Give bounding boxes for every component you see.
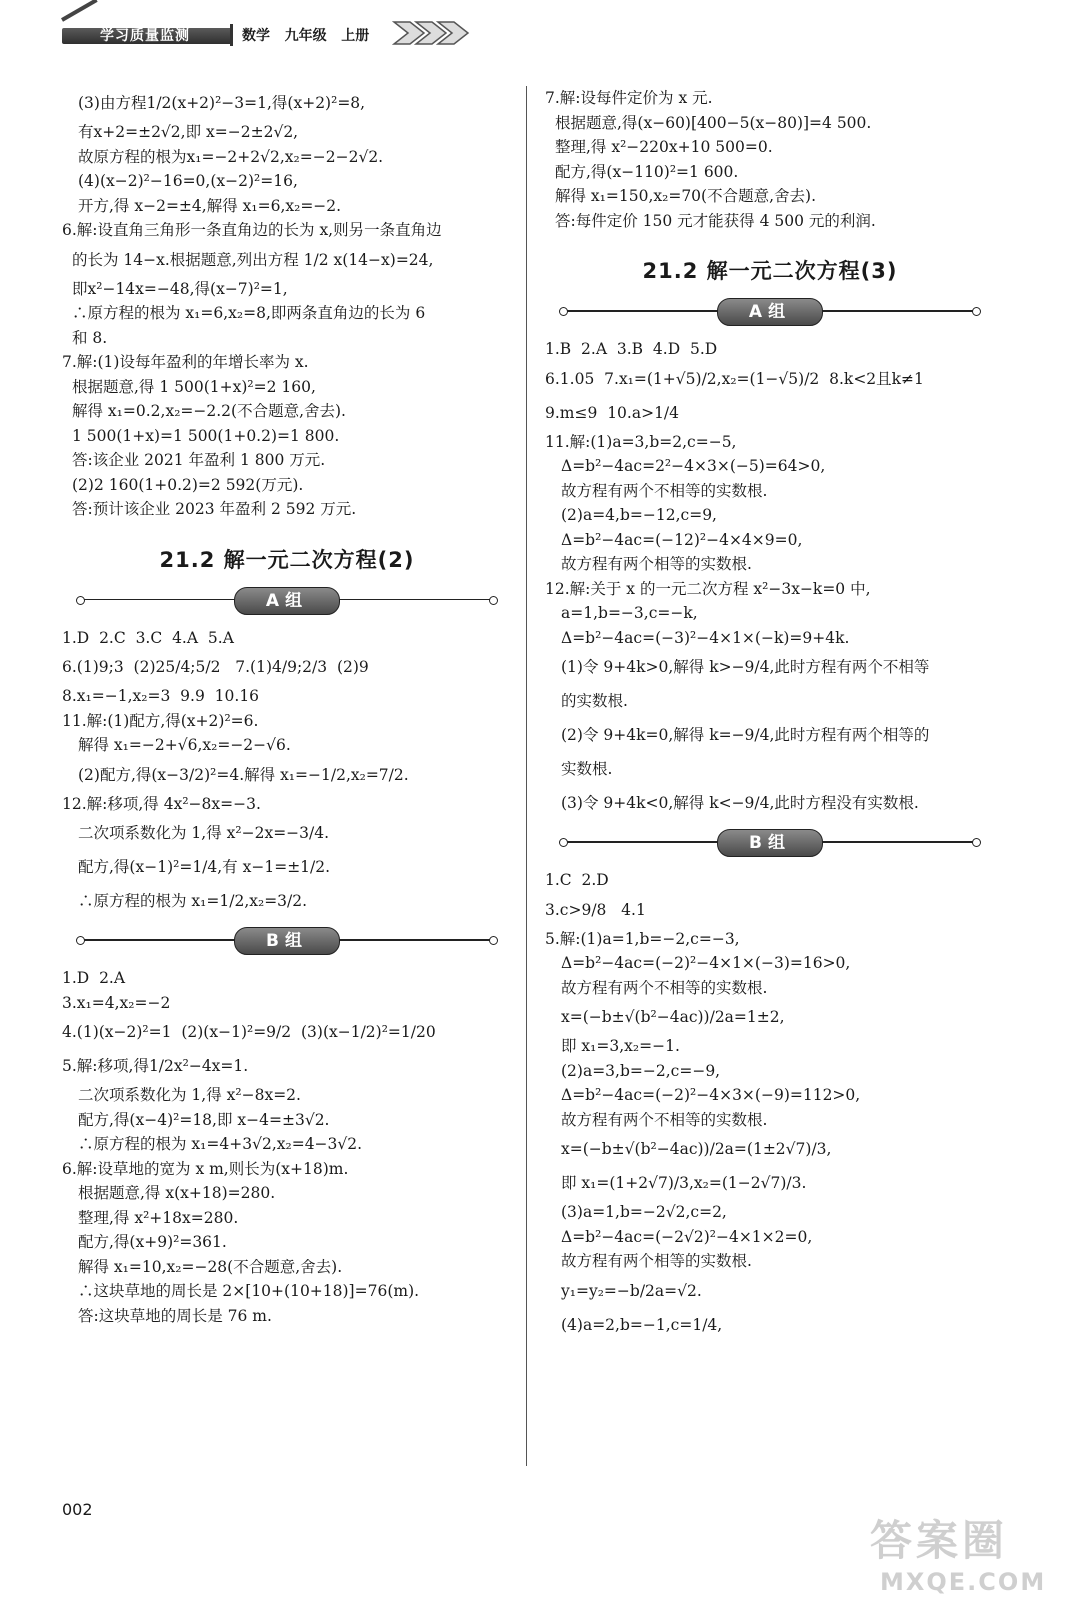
text-line: 的实数根. xyxy=(561,692,628,710)
group-label: A组 xyxy=(717,298,823,326)
divider-dot-icon xyxy=(559,307,568,316)
left-top-block xyxy=(62,86,512,522)
text-line: 和 8. xyxy=(72,328,108,347)
group-label: B组 xyxy=(717,829,823,857)
text-line: 5.解:移项,得1/2x²−4x=1. xyxy=(62,1057,249,1075)
text-line: ∴原方程的根为 x₁=4+3√2,x₂=4−3√2. xyxy=(78,1135,363,1153)
divider-dot-icon xyxy=(972,838,981,847)
text-line: (2)a=4,b=−12,c=9, xyxy=(561,506,717,524)
text-line: Δ=b²−4ac=(−2)²−4×1×(−3)=16>0, xyxy=(561,954,851,972)
text-line: 二次项系数化为 1,得 x²−8x=2. xyxy=(78,1086,301,1104)
group-label: B组 xyxy=(234,927,340,955)
group-b-header xyxy=(545,828,995,856)
text-line: (4)(x−2)²−16=0,(x−2)²=16, xyxy=(78,172,298,190)
left-column xyxy=(62,86,512,1328)
text-line: x=(−b±√(b²−4ac))/2a=(1±2√7)/3, xyxy=(561,1140,832,1158)
page-header xyxy=(62,14,482,48)
text-line: ∴这块草地的周长是 2×[10+(10+18)]=76(m). xyxy=(78,1282,420,1300)
text-line: 解得 x₁=10,x₂=−28(不合题意,舍去). xyxy=(78,1257,343,1276)
text-line: 7.解:(1)设每年盈利的年增长率为 x. xyxy=(62,353,309,371)
series-title: 学习质量监测 xyxy=(100,28,190,44)
text-line: Δ=b²−4ac=(−2)²−4×3×(−9)=112>0, xyxy=(561,1086,861,1104)
text-line: 答:每件定价 150 元才能获得 4 500 元的利润. xyxy=(555,211,876,230)
text-line: 12.解:移项,得 4x²−8x=−3. xyxy=(62,794,261,813)
divider-dot-icon xyxy=(489,596,498,605)
text-line: 解得 x₁=−2+√6,x₂=−2−√6. xyxy=(78,736,291,754)
text-line: 答:预计该企业 2023 年盈利 2 592 万元. xyxy=(72,500,357,518)
text-line: 8.x₁=−1,x₂=3 9.9 10.16 xyxy=(62,687,260,705)
text-line: 配方,得(x+9)²=361. xyxy=(78,1233,227,1251)
text-line: ∴原方程的根为 x₁=1/2,x₂=3/2. xyxy=(78,892,308,910)
text-line: 解得 x₁=150,x₂=70(不合题意,舍去). xyxy=(555,187,816,205)
text-line: 即x²−14x=−48,得(x−7)²=1, xyxy=(72,279,288,298)
text-line: (3)a=1,b=−2√2,c=2, xyxy=(561,1203,727,1221)
text-line: 解得 x₁=0.2,x₂=−2.2(不合题意,舍去). xyxy=(72,402,346,420)
section-3-group-b xyxy=(545,868,995,1342)
text-line: 1.D 2.C 3.C 4.A 5.A xyxy=(62,628,234,647)
divider-dot-icon xyxy=(76,936,85,945)
text-line: 即 x₁=(1+2√7)/3,x₂=(1−2√7)/3. xyxy=(561,1174,807,1192)
text-line: 1.C 2.D xyxy=(545,871,609,889)
text-line: Δ=b²−4ac=2²−4×3×(−5)=64>0, xyxy=(561,457,826,475)
text-line: (4)a=2,b=−1,c=1/4, xyxy=(561,1315,723,1334)
group-b-header xyxy=(62,926,512,954)
text-line: 9.m≤9 10.a>1/4 xyxy=(545,403,680,422)
divider-dot-icon xyxy=(559,838,568,847)
text-line: (2)令 9+4k=0,解得 k=−9/4,此时方程有两个相等的 xyxy=(561,726,930,744)
text-line: 即 x₁=3,x₂=−1. xyxy=(561,1037,680,1055)
text-line: 1.D 2.A xyxy=(62,969,126,987)
text-line: 答:这块草地的周长是 76 m. xyxy=(78,1306,272,1325)
group-a-header xyxy=(62,586,512,614)
text-line: 6.解:设草地的宽为 x m,则长为(x+18)m. xyxy=(62,1159,349,1178)
text-line: 有x+2=±2√2,即 x=−2±2√2, xyxy=(78,123,299,141)
text-line: 4.(1)(x−2)²=1 (2)(x−1)²=9/2 (3)(x−1/2)²=1/20 xyxy=(62,1023,436,1041)
watermark-bottom: MXQE.COM xyxy=(880,1568,1047,1596)
text-line: 故方程有两个不相等的实数根. xyxy=(561,1110,768,1129)
text-line: (1)令 9+4k>0,解得 k>−9/4,此时方程有两个不相等 xyxy=(561,658,930,676)
text-line: 1.B 2.A 3.B 4.D 5.D xyxy=(545,340,718,358)
text-line: 3.x₁=4,x₂=−2 xyxy=(62,993,171,1012)
text-line: 整理,得 x²+18x=280. xyxy=(78,1208,239,1227)
group-label: A组 xyxy=(234,587,340,615)
text-line: 故方程有两个相等的实数根. xyxy=(561,1252,752,1270)
section-title: 21.2 解一元二次方程(3) xyxy=(642,259,898,283)
text-line: 6.解:设直角三角形一条直角边的长为 x,则另一条直角边 xyxy=(62,221,442,239)
text-line: Δ=b²−4ac=(−2√2)²−4×1×2=0, xyxy=(561,1227,813,1246)
text-line: 6.(1)9;3 (2)25/4;5/2 7.(1)4/9;2/3 (2)9 xyxy=(62,658,369,676)
text-line: 根据题意,得(x−60)[400−5(x−80)]=4 500. xyxy=(555,113,872,132)
section-2-group-b xyxy=(62,966,512,1328)
text-line: 7.解:设每件定价为 x 元. xyxy=(545,89,713,107)
section-2-group-a xyxy=(62,626,512,919)
divider-dot-icon xyxy=(76,596,85,605)
subject: 数学 xyxy=(242,28,270,44)
text-line: 6.1.05 7.x₁=(1+√5)/2,x₂=(1−√5)/2 8.k<2且k≠1 xyxy=(545,369,924,388)
text-line: 12.解:关于 x 的一元二次方程 x²−3x−k=0 中, xyxy=(545,579,871,598)
text-line: 故方程有两个不相等的实数根. xyxy=(561,978,768,997)
text-line: 实数根. xyxy=(561,760,613,778)
text-line: Δ=b²−4ac=(−12)²−4×4×9=0, xyxy=(561,530,803,549)
pen-icon xyxy=(61,0,98,22)
right-top-block xyxy=(545,86,995,233)
text-line: Δ=b²−4ac=(−3)²−4×1×(−k)=9+4k. xyxy=(561,628,850,647)
text-line: (2)配方,得(x−3/2)²=4.解得 x₁=−1/2,x₂=7/2. xyxy=(78,765,409,784)
text-line: 根据题意,得 1 500(1+x)²=2 160, xyxy=(72,377,316,396)
section-title: 21.2 解一元二次方程(2) xyxy=(159,547,415,572)
text-line: 的长为 14−x.根据题意,列出方程 1/2 x(14−x)=24, xyxy=(72,250,434,269)
text-line: 5.解:(1)a=1,b=−2,c=−3, xyxy=(545,929,740,948)
text-line: a=1,b=−3,c=−k, xyxy=(561,604,698,622)
text-line: 整理,得 x²−220x+10 500=0. xyxy=(555,138,773,156)
text-line: 根据题意,得 x(x+18)=280. xyxy=(78,1184,276,1202)
text-line: 11.解:(1)配方,得(x+2)²=6. xyxy=(62,711,259,730)
text-line: 配方,得(x−1)²=1/4,有 x−1=±1/2. xyxy=(78,858,331,876)
header-separator xyxy=(230,24,233,46)
watermark-top: 答案圈 xyxy=(870,1516,1009,1565)
text-line: 1 500(1+x)=1 500(1+0.2)=1 800. xyxy=(72,426,340,445)
text-line: (2)2 160(1+0.2)=2 592(万元). xyxy=(72,475,304,494)
divider-dot-icon xyxy=(489,936,498,945)
group-a-header xyxy=(545,297,995,325)
text-line: 故方程有两个相等的实数根. xyxy=(561,555,752,573)
text-line: x=(−b±√(b²−4ac))/2a=1±2, xyxy=(561,1008,785,1026)
text-line: 3.c>9/8 4.1 xyxy=(545,900,646,919)
text-line: (2)a=3,b=−2,c=−9, xyxy=(561,1061,721,1080)
chevron-arrows-icon xyxy=(392,20,472,46)
text-line: 故方程有两个不相等的实数根. xyxy=(561,481,768,500)
text-line: (3)由方程1/2(x+2)²−3=1,得(x+2)²=8, xyxy=(78,94,366,112)
column-divider xyxy=(526,86,527,1466)
text-line: 二次项系数化为 1,得 x²−2x=−3/4. xyxy=(78,824,330,842)
text-line: ∴原方程的根为 x₁=6,x₂=8,即两条直角边的长为 6 xyxy=(72,304,426,322)
text-line: 配方,得(x−4)²=18,即 x−4=±3√2. xyxy=(78,1110,330,1129)
right-column xyxy=(545,86,995,1342)
text-line: 开方,得 x−2=±4,解得 x₁=6,x₂=−2. xyxy=(78,196,342,215)
header-info xyxy=(242,25,369,45)
divider-dot-icon xyxy=(972,307,981,316)
grade: 九年级 xyxy=(284,28,327,44)
watermark-logo xyxy=(870,1508,1046,1596)
text-line: 答:该企业 2021 年盈利 1 800 万元. xyxy=(72,451,326,469)
text-line: 11.解:(1)a=3,b=2,c=−5, xyxy=(545,432,737,451)
text-line: (3)令 9+4k<0,解得 k<−9/4,此时方程没有实数根. xyxy=(561,794,919,812)
text-line: 配方,得(x−110)²=1 600. xyxy=(555,162,739,181)
text-line: y₁=y₂=−b/2a=√2. xyxy=(561,1281,702,1300)
volume: 上册 xyxy=(341,28,370,44)
section-3-group-a xyxy=(545,337,995,820)
text-line: 故原方程的根为x₁=−2+2√2,x₂=−2−2√2. xyxy=(78,147,384,166)
page-number: 002 xyxy=(62,1500,93,1519)
